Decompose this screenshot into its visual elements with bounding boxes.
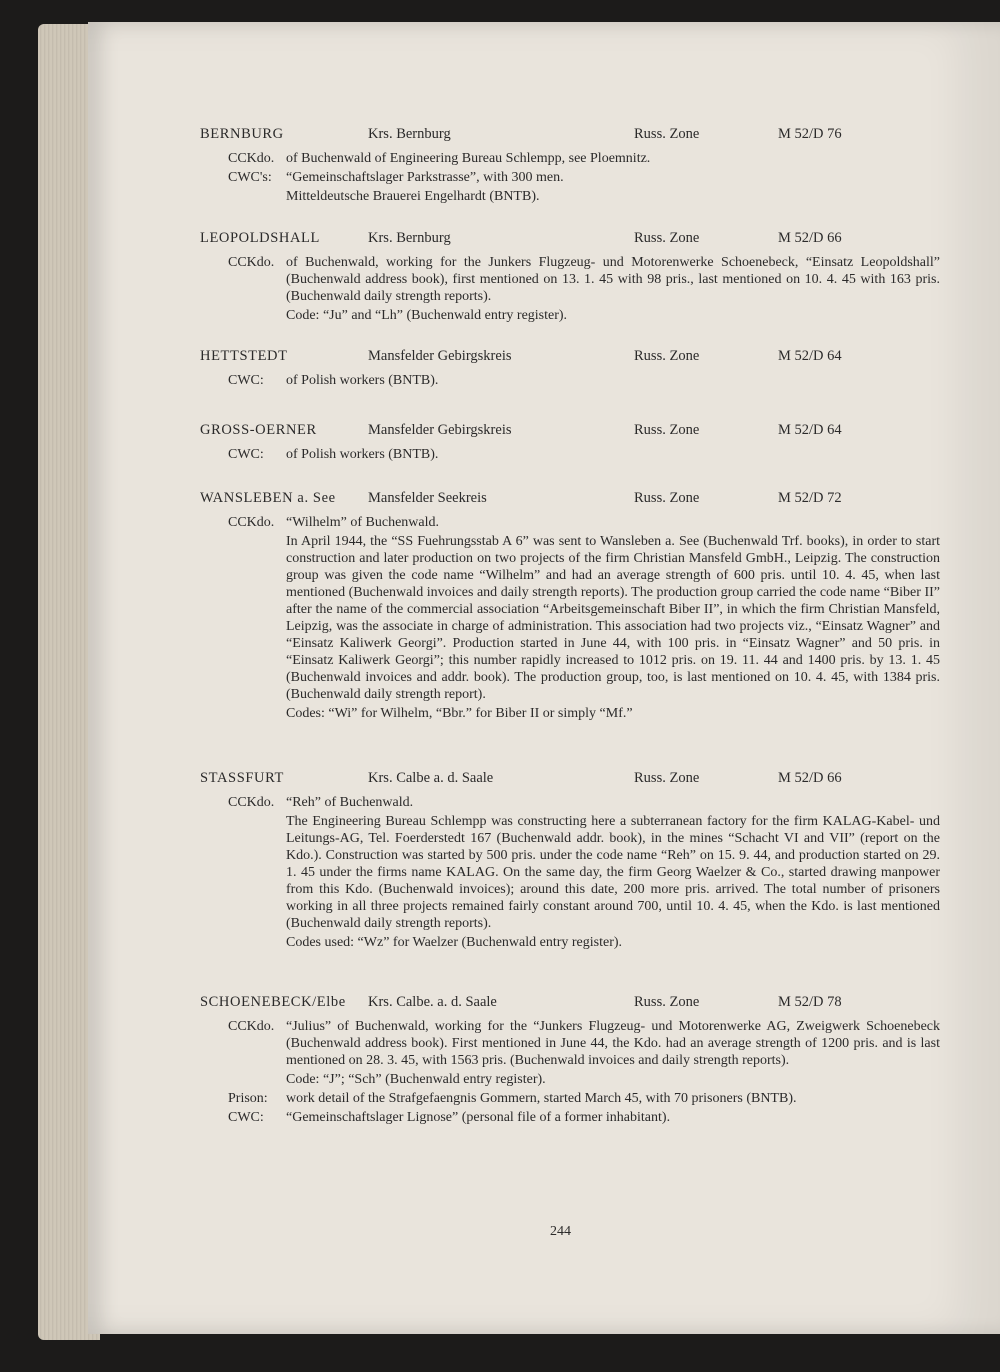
row-text: The Engineering Bureau Schlempp was constructing here a subterranean factory for the firm KALAG-Kabel- und Leitungs-AG, Tel. Foerderstedt 167 (Buchenwald addr. book), in the mines “Schacht VI and VII” (report on the Kdo.). Construction was started by 500 pris. under the code name “Reh” on 15. 9. 44, and production started on 29. 1. 45 under the firms name KALAG. On the same day, the firm Georg Waelzer & Co., started drawing manpower from this Kdo. (Buchenwald invoices); around this date, 200 more pris. arrived. The total number of prisoners working in all three projects remained fairly constant around 700, until 10. 4. 45, when the Kdo. is last mentioned (Buchenwald daily strength reports). (286, 814, 940, 931)
map-reference: M 52/D 66 (778, 230, 842, 246)
row-text: Codes used: “Wz” for Waelzer (Buchenwald entry register). (286, 935, 623, 950)
book-page (88, 22, 1000, 1334)
entry-row (200, 169, 940, 186)
row-text: of Polish workers (BNTB). (286, 447, 439, 462)
row-text: of Polish workers (BNTB). (286, 373, 439, 388)
row-label: CWC's: (228, 170, 272, 185)
entry-row (200, 514, 940, 531)
entry-row (200, 254, 940, 305)
entry-row (200, 307, 940, 324)
entry (200, 422, 940, 463)
map-reference: M 52/D 64 (778, 422, 842, 438)
row-text: Code: “J”; “Sch” (Buchenwald entry register). (286, 1072, 546, 1087)
entry-row (200, 150, 940, 167)
entry-row (200, 1090, 940, 1107)
entry-heading (200, 770, 940, 792)
place-name: GROSS-OERNER (200, 422, 317, 438)
entry-row (200, 934, 940, 951)
zone: Russ. Zone (634, 994, 700, 1010)
row-label: CCKdo. (228, 255, 275, 270)
entry-heading (200, 994, 940, 1016)
entry (200, 994, 940, 1126)
map-reference: M 52/D 76 (778, 126, 842, 142)
zone: Russ. Zone (634, 490, 700, 506)
entry-row (200, 813, 940, 932)
place-name: LEOPOLDSHALL (200, 230, 320, 246)
place-name: WANSLEBEN a. See (200, 490, 336, 506)
place-name: STASSFURT (200, 770, 284, 786)
entry-row (200, 1109, 940, 1126)
row-text: Mitteldeutsche Brauerei Engelhardt (BNTB). (286, 189, 540, 204)
map-reference: M 52/D 64 (778, 348, 842, 364)
row-text: “Wilhelm” of Buchenwald. (286, 515, 439, 530)
row-text: “Gemeinschaftslager Lignose” (personal file of a former inhabitant). (286, 1110, 671, 1125)
map-reference: M 52/D 78 (778, 994, 842, 1010)
district: Mansfelder Gebirgskreis (368, 422, 512, 438)
row-label: CWC: (228, 1110, 264, 1125)
row-label: CCKdo. (228, 795, 275, 810)
entry-heading (200, 490, 940, 512)
entry-heading (200, 348, 940, 370)
map-reference: M 52/D 72 (778, 490, 842, 506)
entry-heading (200, 422, 940, 444)
row-label: CCKdo. (228, 151, 275, 166)
page-number: 244 (550, 1224, 571, 1239)
entry (200, 770, 940, 951)
row-label: Prison: (228, 1091, 268, 1106)
zone: Russ. Zone (634, 126, 700, 142)
row-text: of Buchenwald, working for the Junkers Flugzeug- und Motorenwerke Schoenebeck, “Einsatz Leopoldshall” (Buchenwald address book), first mentioned on 13. 1. 45 with 98 pris., last mentioned on 10. 4. 45 with 163 pris. (Buchenwald daily strength reports). (286, 255, 940, 304)
entry-row (200, 705, 940, 722)
row-text: work detail of the Strafgefaengnis Gommern, started March 45, with 70 prisoners (BNTB). (286, 1091, 797, 1106)
place-name: HETTSTEDT (200, 348, 288, 364)
entry-row (200, 446, 940, 463)
entry-row (200, 533, 940, 703)
district: Krs. Calbe. a. d. Saale (368, 994, 497, 1010)
district: Mansfelder Gebirgskreis (368, 348, 512, 364)
entry-heading (200, 230, 940, 252)
row-label: CWC: (228, 447, 264, 462)
row-text: “Gemeinschaftslager Parkstrasse”, with 300 men. (286, 170, 564, 185)
entry-row (200, 1071, 940, 1088)
place-name: BERNBURG (200, 126, 284, 142)
row-label: CCKdo. (228, 1019, 275, 1034)
place-name: SCHOENEBECK/Elbe (200, 994, 346, 1010)
zone: Russ. Zone (634, 422, 700, 438)
district: Krs. Calbe a. d. Saale (368, 770, 494, 786)
entry (200, 348, 940, 389)
district: Krs. Bernburg (368, 126, 451, 142)
entry-row (200, 188, 940, 205)
entry-row (200, 1018, 940, 1069)
map-reference: M 52/D 66 (778, 770, 842, 786)
row-label: CCKdo. (228, 515, 275, 530)
zone: Russ. Zone (634, 348, 700, 364)
row-text: “Julius” of Buchenwald, working for the “Junkers Flugzeug- und Motorenwerke AG, Zweigwerk Schoenebeck (Buchenwald address book). First mentioned in June 44, the Kdo. had an average strength of 1200 pris. and is last mentioned on 28. 3. 45, with 1563 pris. (Buchenwald invoices and daily strength reports). (286, 1019, 940, 1068)
row-text: “Reh” of Buchenwald. (286, 795, 414, 810)
row-text: Code: “Ju” and “Lh” (Buchenwald entry register). (286, 308, 568, 323)
row-text: In April 1944, the “SS Fuehrungsstab A 6” was sent to Wansleben a. See (Buchenwald Trf. books), in order to start construction and later production on two projects of the firm Christian Mansfeld GmbH., Leipzig. The construction group was given the code name “Wilhelm” and had an average strength of 600 pris. until 10. 4. 45, when last mentioned (Buchenwald invoices and daily strength reports). The production group carried the code name “Biber II” after the name of the commercial association “Arbeitsgemeinschaft Biber II”, in which the firm Christian Mansfeld, Leipzig, was the associate in charge of administration. This association had two projects viz., “Einsatz Wagner” and “Einsatz Kaliwerk Georgi”. Production started in June 44, with 100 pris. in “Einsatz Wagner” and 50 pris. in “Einsatz Kaliwerk Georgi”; this number rapidly increased to 1012 pris. on 19. 11. 44 and 1400 pris. by 13. 1. 45 (Buchenwald invoices and addr. book). The production group, too, is last mentioned on 10. 4. 45, with 1384 pris. (Buchenwald daily strength report). (286, 534, 940, 702)
row-text: of Buchenwald of Engineering Bureau Schlempp, see Ploemnitz. (286, 151, 651, 166)
entry-heading (200, 126, 940, 148)
entry-row (200, 794, 940, 811)
zone: Russ. Zone (634, 230, 700, 246)
entry (200, 490, 940, 722)
district: Krs. Bernburg (368, 230, 451, 246)
entry (200, 230, 940, 324)
entry-row (200, 372, 940, 389)
row-label: CWC: (228, 373, 264, 388)
zone: Russ. Zone (634, 770, 700, 786)
entry (200, 126, 940, 205)
row-text: Codes: “Wi” for Wilhelm, “Bbr.” for Biber II or simply “Mf.” (286, 706, 633, 721)
district: Mansfelder Seekreis (368, 490, 487, 506)
